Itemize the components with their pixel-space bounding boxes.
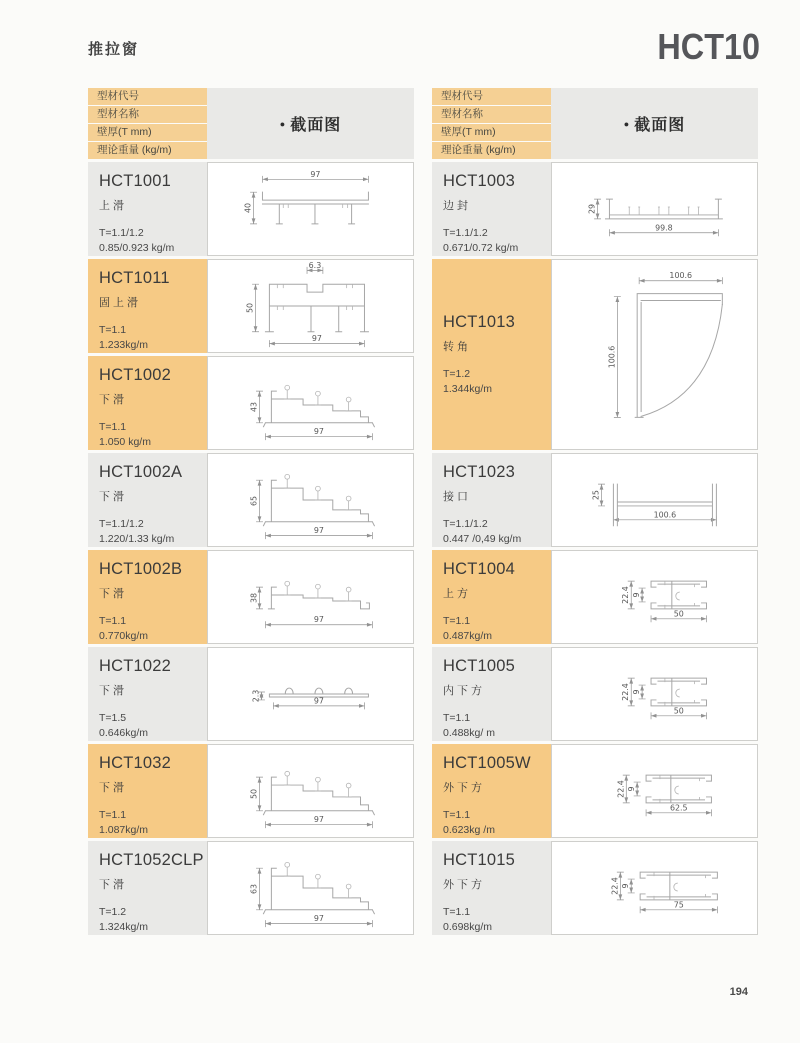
profile-drawing-cell	[207, 259, 414, 353]
profile-drawing-cell	[207, 744, 414, 838]
svg-text:63: 63	[249, 883, 259, 895]
section-title: 截面图	[290, 117, 342, 134]
profile-weight: 0.646kg/m	[99, 727, 149, 739]
profile-name: 固上滑	[99, 297, 141, 309]
table-row	[432, 744, 758, 838]
profile-table-right	[432, 88, 758, 938]
profile-drawing-cell	[207, 453, 414, 547]
table-row	[432, 453, 758, 547]
section-drawing	[552, 745, 757, 837]
series-code: HCT10	[657, 26, 760, 67]
header-field-label: 理论重量 (kg/m)	[432, 142, 551, 159]
profile-code: HCT1004	[443, 560, 516, 578]
svg-text:22.4: 22.4	[610, 877, 620, 895]
profile-name: 内下方	[443, 685, 485, 697]
profile-weight: 1.324kg/m	[99, 921, 149, 933]
svg-text:75: 75	[673, 900, 684, 910]
table-row	[432, 550, 758, 644]
profile-code: HCT1002A	[99, 463, 183, 481]
profile-info-cell	[88, 356, 207, 450]
svg-text:38: 38	[249, 592, 259, 604]
section-diagram-header	[551, 88, 758, 159]
profile-drawing-cell	[551, 647, 758, 741]
profile-weight: 0.623kg /m	[443, 824, 495, 836]
profile-code: HCT1052CLP	[99, 851, 204, 869]
header-field-label: 理论重量 (kg/m)	[88, 142, 207, 159]
profile-info-cell	[88, 744, 207, 838]
table-row	[88, 453, 414, 547]
profile-name: 下滑	[99, 394, 127, 406]
svg-text:9: 9	[627, 786, 637, 792]
section-drawing	[552, 163, 757, 255]
svg-text:97: 97	[313, 914, 324, 924]
profile-weight: 1.344kg/m	[443, 383, 493, 395]
table-header	[88, 88, 414, 159]
svg-text:9: 9	[621, 883, 631, 889]
profile-info-cell	[88, 550, 207, 644]
profile-name: 下滑	[99, 588, 127, 600]
table-header	[432, 88, 758, 159]
svg-text:22.4: 22.4	[621, 586, 631, 604]
header-field-label: 型材名称	[432, 106, 551, 123]
svg-text:50: 50	[673, 706, 684, 716]
table-row	[432, 647, 758, 741]
profile-thickness: T=1.1	[99, 324, 127, 336]
section-diagram-header	[207, 88, 414, 159]
svg-text:97: 97	[313, 815, 324, 825]
svg-text:100.6: 100.6	[669, 271, 693, 281]
section-title: 截面图	[634, 117, 686, 134]
profile-code: HCT1005W	[443, 754, 531, 772]
table-row	[432, 259, 758, 450]
profile-code: HCT1011	[99, 269, 170, 287]
svg-text:25: 25	[591, 490, 601, 501]
header-field-label: 型材代号	[432, 88, 551, 105]
profile-weight: 0.671/0.72 kg/m	[443, 242, 519, 254]
profile-name: 下滑	[99, 685, 127, 697]
svg-text:62.5: 62.5	[669, 803, 688, 813]
svg-text:50: 50	[249, 788, 259, 800]
section-drawing	[208, 745, 413, 837]
profile-info-cell	[88, 259, 207, 353]
profile-thickness: T=1.2	[99, 906, 127, 918]
profile-weight: 0.770kg/m	[99, 630, 149, 642]
profile-name: 接口	[443, 491, 471, 503]
header-field-label: 型材代号	[88, 88, 207, 105]
svg-text:9: 9	[632, 689, 642, 695]
profile-info-cell	[432, 647, 551, 741]
header-field-labels	[88, 88, 207, 159]
profile-weight: 0.447 /0,49 kg/m	[443, 533, 522, 545]
profile-drawing-cell	[551, 259, 758, 450]
svg-text:100.6: 100.6	[653, 510, 677, 520]
page-number: 194	[729, 986, 748, 998]
svg-text:97: 97	[311, 334, 322, 344]
profile-weight: 0.488kg/ m	[443, 727, 495, 739]
table-row	[88, 647, 414, 741]
profile-info-cell	[88, 453, 207, 547]
header-field-label: 型材名称	[88, 106, 207, 123]
profile-drawing-cell	[551, 841, 758, 935]
section-drawing	[208, 260, 413, 352]
section-drawing	[552, 551, 757, 643]
profile-thickness: T=1.1/1.2	[443, 518, 488, 530]
section-drawing	[208, 842, 413, 934]
profile-info-cell	[88, 162, 207, 256]
svg-text:97: 97	[313, 526, 324, 536]
profile-thickness: T=1.1	[443, 615, 471, 627]
table-row	[432, 162, 758, 256]
profile-thickness: T=1.1	[443, 712, 471, 724]
profile-name: 上滑	[99, 200, 127, 212]
profile-code: HCT1002	[99, 366, 172, 384]
profile-drawing-cell	[551, 162, 758, 256]
profile-drawing-cell	[207, 162, 414, 256]
profile-code: HCT1005	[443, 657, 516, 675]
profile-weight: 0.487kg/m	[443, 630, 493, 642]
profile-drawing-cell	[207, 841, 414, 935]
profile-drawing-cell	[207, 550, 414, 644]
svg-text:97: 97	[313, 696, 324, 706]
bullet-icon: ●	[623, 118, 631, 129]
profile-info-cell	[432, 453, 551, 547]
svg-text:43: 43	[249, 401, 259, 412]
svg-text:29: 29	[587, 203, 597, 215]
profile-name: 下滑	[99, 782, 127, 794]
table-row	[88, 259, 414, 353]
table-row	[88, 162, 414, 256]
profile-code: HCT1023	[443, 463, 516, 481]
profile-thickness: T=1.1/1.2	[99, 518, 144, 530]
profile-code: HCT1015	[443, 851, 516, 869]
profile-info-cell	[88, 647, 207, 741]
section-drawing	[208, 551, 413, 643]
profile-drawing-cell	[551, 744, 758, 838]
svg-text:9: 9	[632, 592, 642, 598]
svg-text:65: 65	[249, 495, 259, 507]
profile-name: 转角	[443, 341, 471, 353]
bullet-icon: ●	[279, 118, 287, 129]
profile-code: HCT1001	[99, 172, 172, 190]
svg-text:2.3: 2.3	[251, 689, 261, 703]
section-drawing	[552, 454, 757, 546]
profile-table-left	[88, 88, 414, 938]
svg-text:97: 97	[313, 427, 324, 437]
profile-thickness: T=1.1	[99, 615, 127, 627]
profile-thickness: T=1.1	[443, 906, 471, 918]
svg-text:22.4: 22.4	[621, 683, 631, 701]
profile-name: 外下方	[443, 879, 485, 891]
profile-name: 下滑	[99, 491, 127, 503]
profile-weight: 1.233kg/m	[99, 339, 149, 351]
profile-info-cell	[432, 162, 551, 256]
profile-code: HCT1013	[443, 313, 516, 331]
profile-weight: 0.698kg/m	[443, 921, 493, 933]
section-drawing	[552, 842, 757, 934]
profile-name: 边封	[443, 200, 471, 212]
svg-text:97: 97	[313, 615, 324, 625]
profile-thickness: T=1.1/1.2	[443, 227, 488, 239]
table-row	[88, 356, 414, 450]
svg-text:97: 97	[310, 169, 321, 179]
profile-name: 下滑	[99, 879, 127, 891]
svg-text:40: 40	[243, 202, 253, 214]
profile-info-cell	[88, 841, 207, 935]
page-title: 推拉窗	[88, 41, 140, 58]
profile-thickness: T=1.1	[99, 421, 127, 433]
section-drawing	[208, 163, 413, 255]
profile-thickness: T=1.2	[443, 368, 471, 380]
svg-text:50: 50	[245, 302, 255, 314]
profile-drawing-cell	[551, 453, 758, 547]
table-row	[88, 841, 414, 935]
section-drawing	[552, 260, 757, 449]
profile-code: HCT1003	[443, 172, 516, 190]
profile-weight: 1.087kg/m	[99, 824, 149, 836]
profile-thickness: T=1.1/1.2	[99, 227, 144, 239]
svg-text:100.6: 100.6	[607, 345, 617, 369]
svg-text:6.3: 6.3	[308, 260, 322, 270]
header-field-label: 壁厚(T mm)	[88, 124, 207, 141]
profile-info-cell	[432, 744, 551, 838]
section-drawing	[208, 648, 413, 740]
profile-name: 外下方	[443, 782, 485, 794]
profile-code: HCT1002B	[99, 560, 183, 578]
table-row	[88, 550, 414, 644]
profile-drawing-cell	[207, 647, 414, 741]
svg-text:50: 50	[673, 609, 684, 619]
profile-weight: 1.050 kg/m	[99, 436, 151, 448]
profile-weight: 0.85/0.923 kg/m	[99, 242, 175, 254]
profile-code: HCT1022	[99, 657, 172, 675]
profile-thickness: T=1.5	[99, 712, 127, 724]
profile-info-cell	[432, 550, 551, 644]
section-drawing	[552, 648, 757, 740]
profile-weight: 1.220/1.33 kg/m	[99, 533, 175, 545]
profile-thickness: T=1.1	[99, 809, 127, 821]
profile-info-cell	[432, 259, 551, 450]
profile-thickness: T=1.1	[443, 809, 471, 821]
table-row	[88, 744, 414, 838]
section-drawing	[208, 454, 413, 546]
profile-drawing-cell	[551, 550, 758, 644]
profile-code: HCT1032	[99, 754, 172, 772]
profile-name: 上方	[443, 588, 471, 600]
profile-drawing-cell	[207, 356, 414, 450]
section-drawing	[208, 357, 413, 449]
header-field-labels	[432, 88, 551, 159]
table-row	[432, 841, 758, 935]
svg-text:99.8: 99.8	[655, 223, 673, 233]
profile-info-cell	[432, 841, 551, 935]
svg-text:22.4: 22.4	[616, 780, 626, 798]
header-field-label: 壁厚(T mm)	[432, 124, 551, 141]
